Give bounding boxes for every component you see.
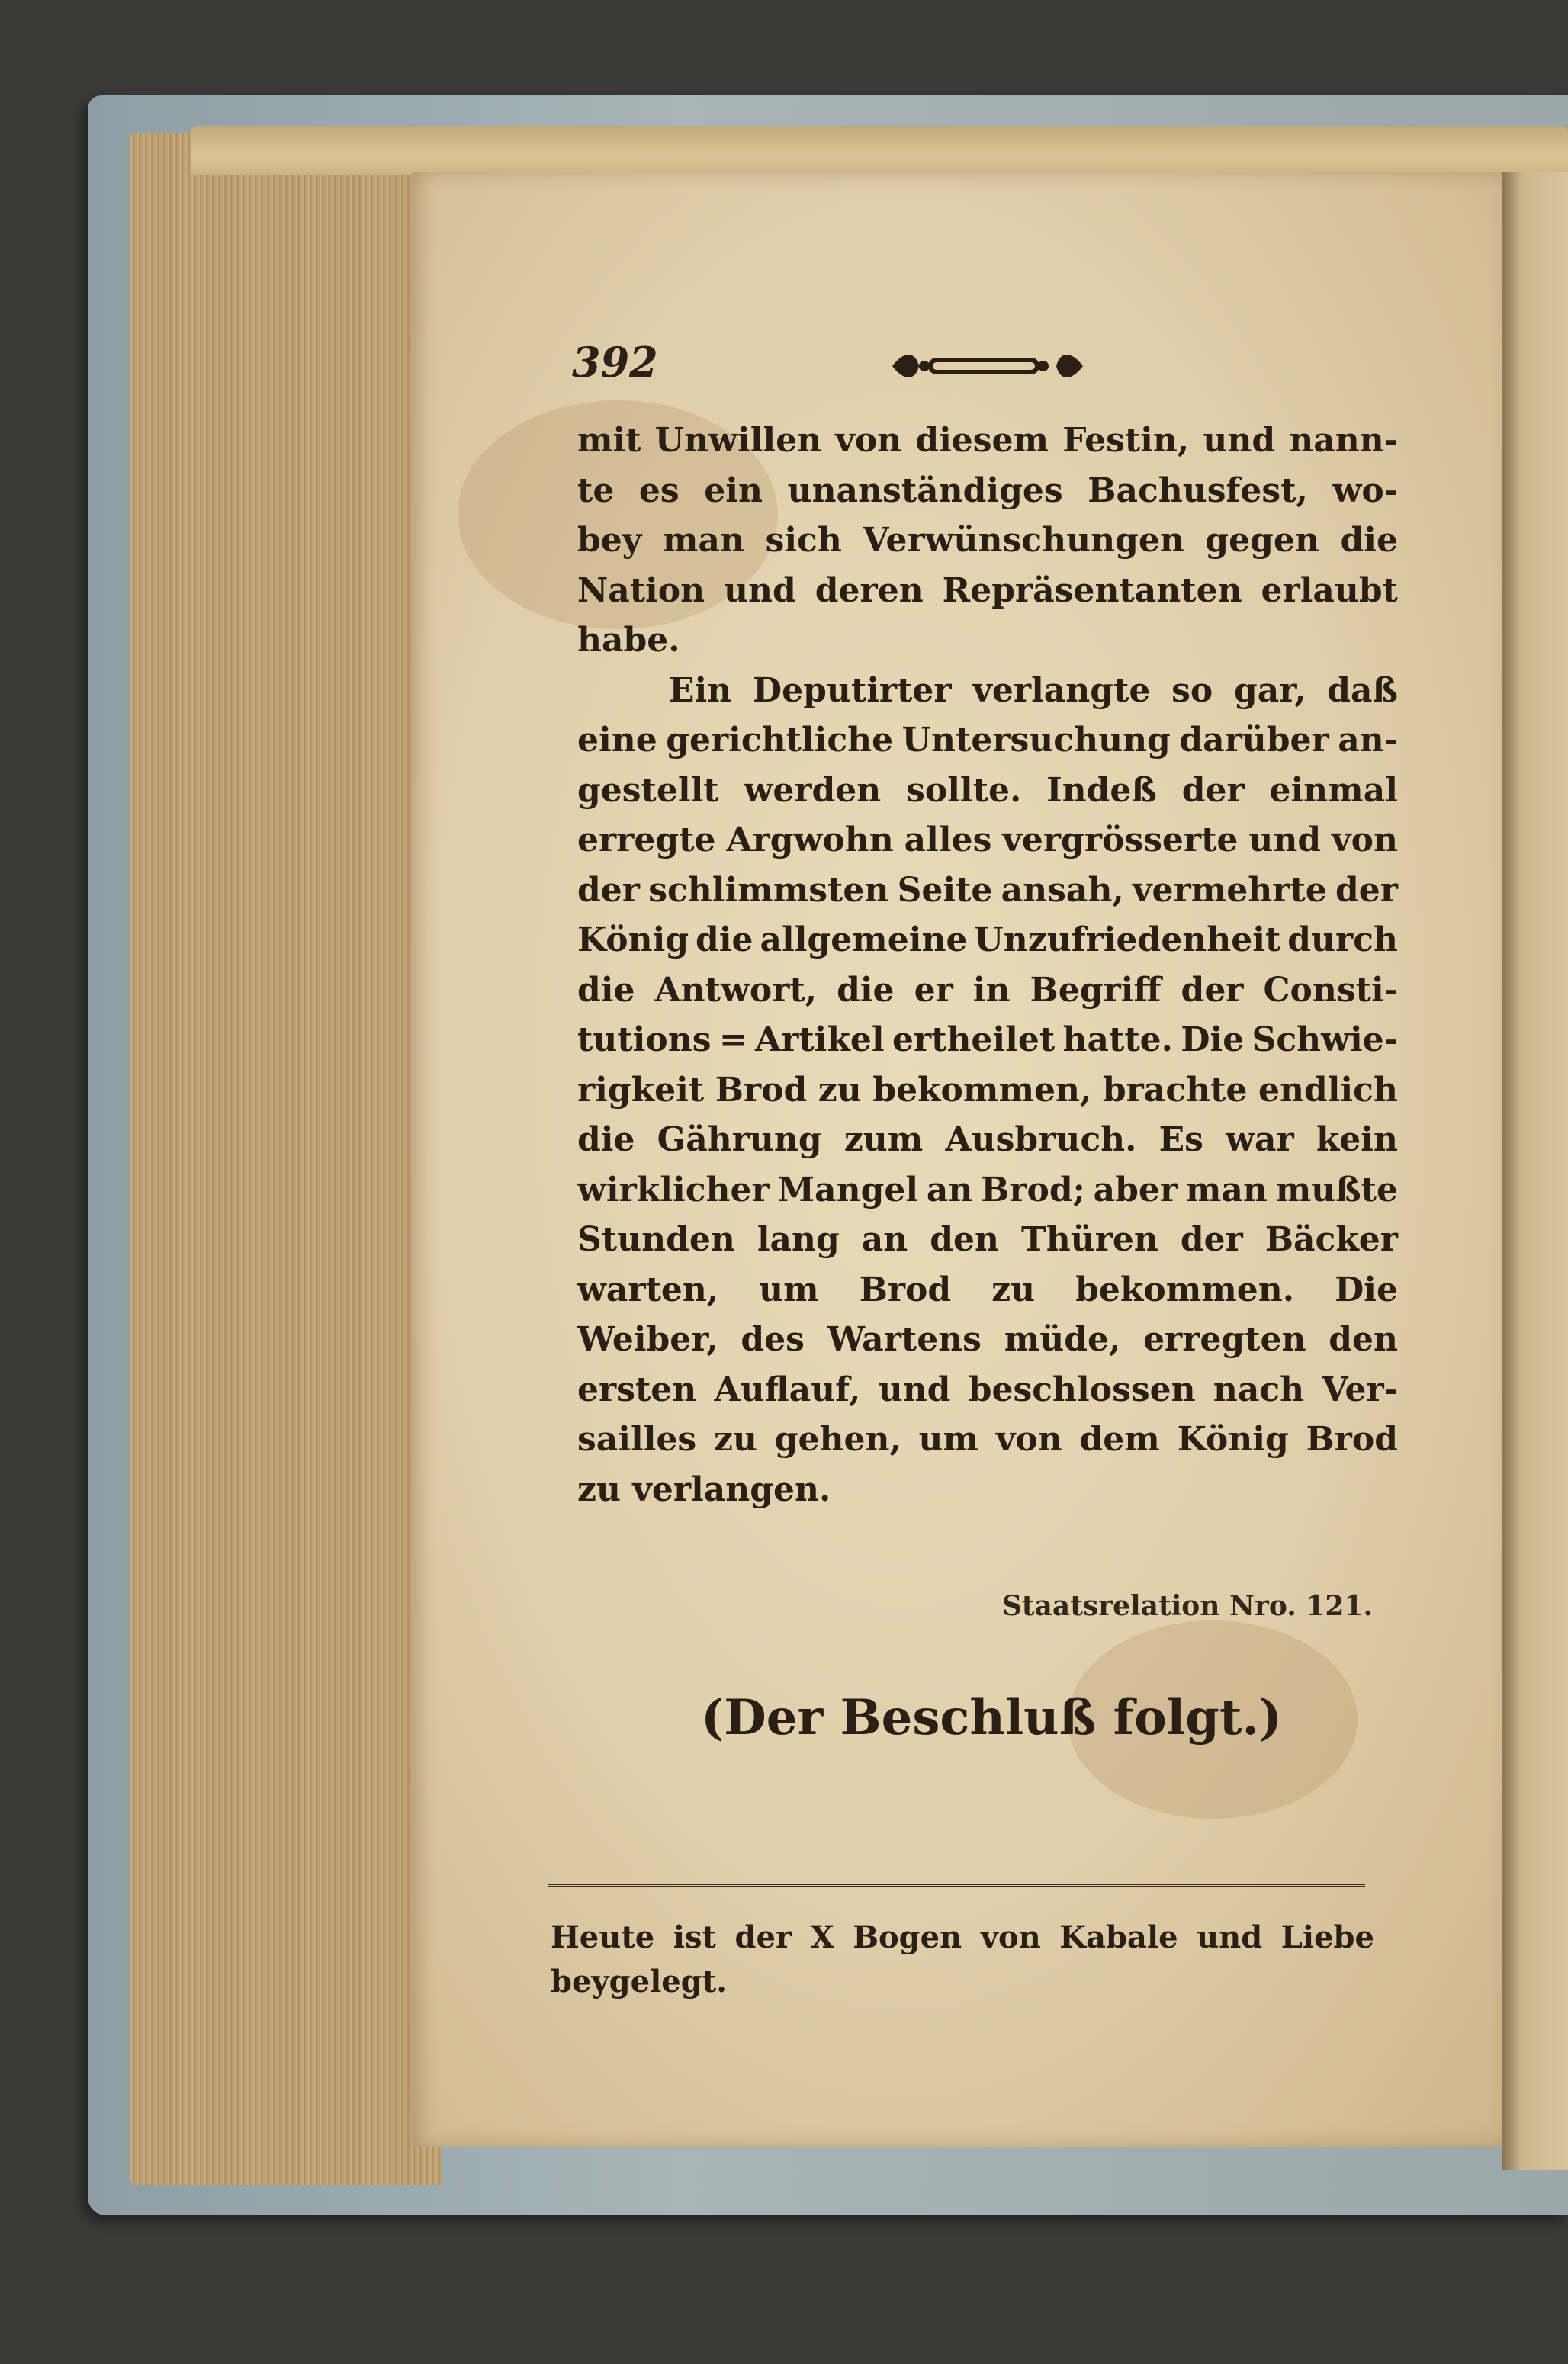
text-line: der schlimmsten Seite ansah, vermehrte der [577, 870, 1398, 910]
text-line: sailles zu gehen, um von dem König Brod [577, 1420, 1398, 1459]
page-top-edge [191, 126, 1568, 175]
text-line: König die allgemeine Unzufriedenheit durch [577, 920, 1398, 959]
text-line: die Gährung zum Ausbruch. Es war kein [577, 1120, 1398, 1159]
page-number: 392 [572, 338, 658, 387]
text-line: rigkeit Brod zu bekommen, brachte endlich [577, 1070, 1398, 1110]
note-line: Heute ist der X Bogen von Kabale und Liebe [551, 1919, 1374, 1955]
footnote [551, 1916, 1374, 2004]
text-line: erregte Argwohn alles vergrösserte und von [577, 821, 1398, 859]
text-line: te es ein unanständiges Bachusfest, wo- [577, 471, 1398, 510]
text-line: Stunden lang an den Thüren der Bäcker [577, 1220, 1398, 1259]
text-line: habe. [577, 621, 680, 660]
text-line: Nation und deren Repräsentanten erlaubt [577, 570, 1398, 610]
text-line: warten, um Brod zu bekommen. Die [577, 1270, 1398, 1309]
text-line: wirklicher Mangel an Brod; aber man mußte [577, 1170, 1398, 1209]
text-line: zu verlangen. [577, 1469, 831, 1509]
divider-rule [548, 1884, 1365, 1887]
text-line: gestellt werden sollte. Indeß der einmal [577, 770, 1398, 810]
text-line: mit Unwillen von diesem Festin, und nann- [577, 421, 1398, 460]
source-citation: Staatsrelation Nro. 121. [1001, 1590, 1373, 1622]
conclusion-note: (Der Beschluß folgt.) [701, 1689, 1282, 1746]
text-line: Ein Deputirter verlangte so gar, daß [669, 670, 1398, 710]
text-line: bey man sich Verwünschungen gegen die [577, 521, 1398, 560]
body-text [577, 416, 1398, 1514]
text-line: eine gerichtliche Untersuchung darüber an- [577, 721, 1398, 760]
page-header [572, 332, 1106, 397]
note-line: beygelegt. [551, 1964, 728, 1999]
ornament-icon [885, 347, 1091, 385]
text-line: ersten Auflauf, und beschlossen nach Ver- [577, 1370, 1398, 1409]
text-line: Weiber, des Wartens müde, erregten den [577, 1320, 1398, 1359]
text-line: die Antwort, die er in Begriff der Consti- [577, 970, 1398, 1010]
page-edges [130, 133, 442, 2185]
facing-page-edge [1502, 172, 1568, 2170]
text-line: tutions = Artikel ertheilet hatte. Die Schwie- [577, 1020, 1398, 1059]
